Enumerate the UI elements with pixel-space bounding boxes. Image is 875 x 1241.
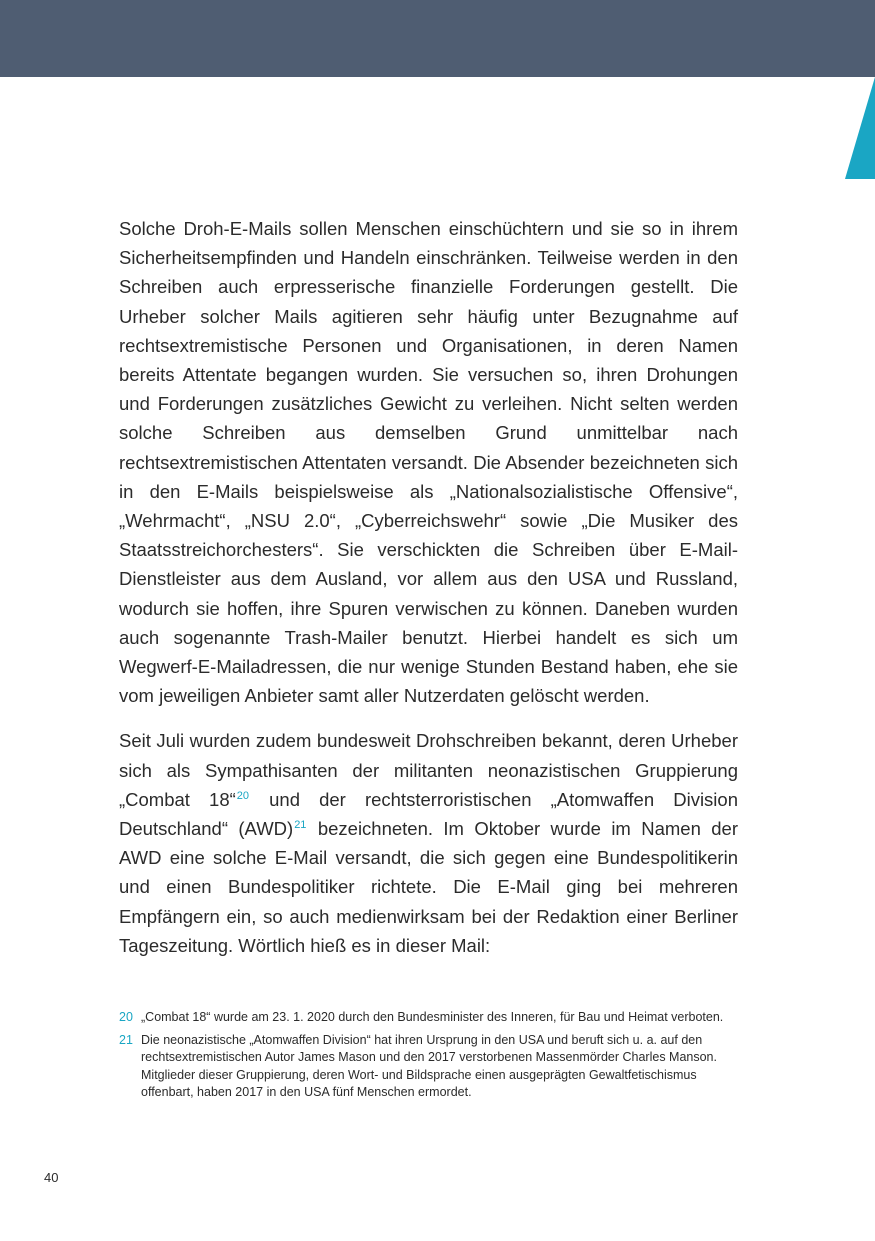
paragraph-2-part-1: Seit Juli wurden zudem bundesweit Drohschreiben bekannt, deren Urheber sich als Sympathisanten der militanten neonazistischen Gruppierung „Combat 18“ [119,730,738,810]
accent-tab [845,77,875,179]
paragraph-1: Solche Droh-E-Mails sollen Menschen einschüchtern und sie so in ihrem Sicherheitsempfinden und Handeln einschränken. Teilweise werden in den Schreiben auch erpresserische finanzielle Forderungen gestellt. Die Urheber solcher Mails agitieren sehr häufig unter Bezugnahme auf rechtsextremistische Personen und Organisationen, in deren Namen bereits Attentate begangen wurden. Sie versuchen so, ihren Drohungen und Forderungen zusätzliches Gewicht zu verleihen. Nicht selten werden solche Schreiben aus demselben Grund unmittelbar nach rechtsextremistischen Attentaten versandt. Die Absender bezeichneten sich in den E-Mails beispielsweise als „Nationalsozialistische Offensive“, „Wehrmacht“, „NSU 2.0“, „Cyberreichswehr“ sowie „Die Musiker des Staatsstreichorchesters“. Sie verschickten die Schreiben über E-Mail-Dienstleister aus dem Ausland, vor allem aus den USA und Russland, wodurch sie hoffen, ihre Spuren verwischen zu können. Daneben wurden auch sogenannte Trash-Mailer benutzt. Hierbei handelt es sich um Wegwerf-E-Mailadressen, die nur wenige Stunden Bestand haben, ehe sie vom jeweiligen Anbieter samt aller Nutzerdaten gelöscht werden. [119,218,738,707]
header-band [0,0,875,77]
page-number: 40 [44,1170,59,1185]
footnote-21 [119,1032,738,1102]
body-text [119,214,738,976]
footnote-ref-21[interactable]: 21 [294,818,307,831]
paragraph-2-part-2: und der rechtsterroristischen „Atomwaffen Division Deutschland“ (AWD) [119,788,738,840]
paragraph-2 [119,726,738,960]
footnote-number: 20 [119,1010,133,1024]
footnote-number: 21 [119,1032,133,1047]
footnote-text: Die neonazistische „Atomwaffen Division“ hat ihren Ursprung in den USA und beruft sich u. a. auf den rechtsextremistischen Autor James Mason und den 2017 verstorbenen Massenmörder Charles Manson. Mitglieder dieser Gruppierung, deren Wort- und Bildsprache einen ausgeprägten Gewaltfetischismus offenbart, haben 2017 in den USA fünf Menschen ermordet. [141,1032,717,1100]
paragraph-2-part-3: bezeichneten. Im Oktober wurde im Namen der AWD eine solche E-Mail versandt, die sich gegen eine Bundespolitikerin und einen Bundespolitiker richtete. Die E-Mail ging bei mehreren Empfängern ein, so auch medienwirksam bei der Redaktion einer Berliner Tageszeitung. Wörtlich hieß es in dieser Mail: [119,818,738,956]
footnotes [119,1009,738,1107]
footnote-20 [119,1009,738,1027]
footnote-text: „Combat 18“ wurde am 23. 1. 2020 durch den Bundesminister des Inneren, für Bau und Heimat verboten. [141,1010,724,1024]
footnote-ref-20[interactable]: 20 [236,789,250,802]
